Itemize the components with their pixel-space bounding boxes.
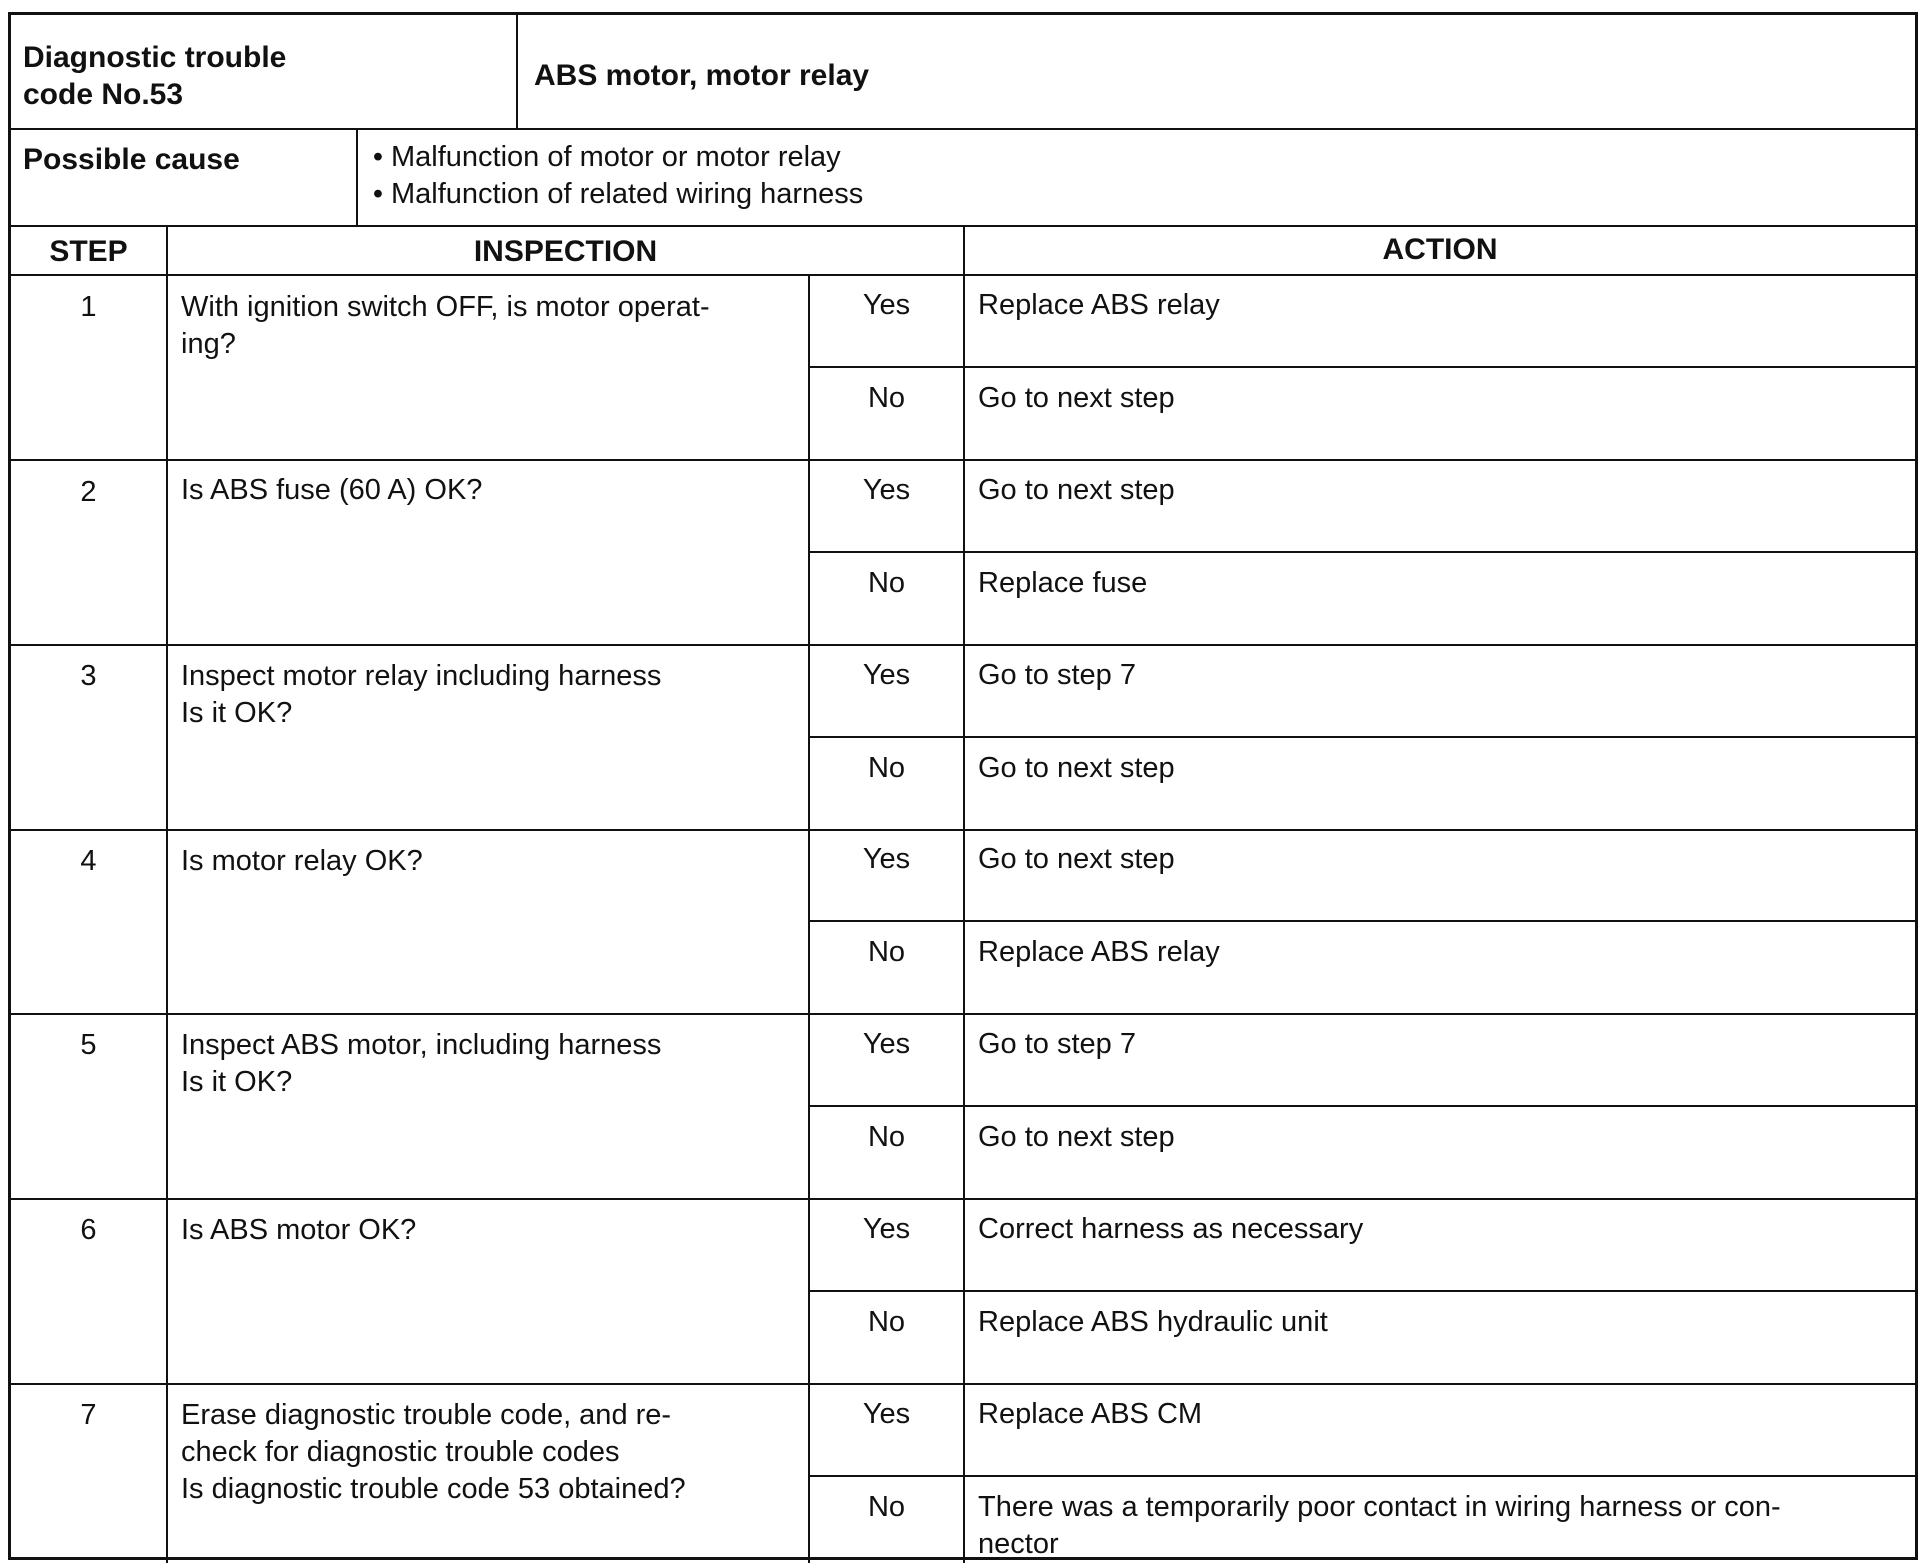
diagnostic-table — [8, 12, 1918, 1560]
possible-cause-item: • Malfunction of related wiring harness — [365, 176, 863, 213]
action-yes: Go to step 7 — [978, 1028, 1136, 1060]
answer-no: No — [867, 382, 906, 414]
answer-rule — [808, 736, 1915, 738]
answer-yes: Yes — [862, 659, 911, 691]
column-header-inspection: INSPECTION — [473, 235, 658, 268]
step-inspection: Inspect motor relay including harness Is it OK? — [181, 660, 662, 729]
action-no: Replace ABS relay — [978, 936, 1220, 968]
step-rule — [11, 644, 1915, 646]
step-rule — [11, 1013, 1915, 1015]
answer-yes: Yes — [862, 843, 911, 875]
answer-no: No — [867, 752, 906, 784]
step-number: 6 — [80, 1214, 97, 1246]
step-rule — [11, 1198, 1915, 1200]
action-yes: Replace ABS relay — [978, 289, 1220, 321]
answer-rule — [808, 551, 1915, 553]
header-rule — [11, 128, 1915, 130]
step-column-divider — [166, 225, 168, 1563]
step-number: 5 — [80, 1029, 97, 1061]
dtc-label: Diagnostic trouble code No.53 — [23, 41, 287, 111]
step-number: 2 — [80, 476, 97, 508]
action-yes: Correct harness as necessary — [978, 1213, 1364, 1245]
cause-divider — [356, 130, 358, 225]
step-inspection: Is motor relay OK? — [181, 845, 423, 877]
step-rule — [11, 1383, 1915, 1385]
action-no: Go to next step — [978, 382, 1175, 414]
answer-no: No — [867, 567, 906, 599]
action-no: There was a temporarily poor contact in wiring harness or con- nector — [978, 1491, 1781, 1560]
answer-yes: Yes — [862, 289, 911, 321]
step-number: 1 — [80, 291, 97, 323]
answer-rule — [808, 366, 1915, 368]
action-yes: Replace ABS CM — [978, 1398, 1203, 1430]
step-inspection: Erase diagnostic trouble code, and re- check for diagnostic trouble codes Is diagnostic trouble code 53 obtained? — [181, 1399, 686, 1505]
possible-cause-list — [365, 139, 863, 213]
answer-no: No — [867, 1306, 906, 1338]
action-no: Replace fuse — [978, 567, 1148, 599]
action-yes: Go to next step — [978, 843, 1175, 875]
action-no: Replace ABS hydraulic unit — [978, 1306, 1328, 1338]
answer-rule — [808, 1290, 1915, 1292]
answer-yes: Yes — [862, 1028, 911, 1060]
header-divider — [516, 15, 518, 128]
answer-column-divider — [808, 274, 810, 1563]
step-inspection: With ignition switch OFF, is motor operat- ing? — [181, 291, 710, 360]
step-rule — [11, 459, 1915, 461]
answer-no: No — [867, 1121, 906, 1153]
action-no: Go to next step — [978, 752, 1175, 784]
step-inspection: Is ABS motor OK? — [181, 1214, 417, 1246]
step-number: 3 — [80, 660, 97, 692]
possible-cause-item: • Malfunction of motor or motor relay — [365, 139, 863, 176]
action-yes: Go to step 7 — [978, 659, 1136, 691]
answer-yes: Yes — [862, 474, 911, 506]
dtc-title: ABS motor, motor relay — [534, 59, 870, 92]
step-inspection: Is ABS fuse (60 A) OK? — [181, 474, 483, 506]
possible-cause-label: Possible cause — [23, 143, 240, 176]
column-header-action: ACTION — [1382, 233, 1498, 266]
step-number: 7 — [80, 1399, 97, 1431]
step-rule — [11, 829, 1915, 831]
answer-rule — [808, 1105, 1915, 1107]
answer-yes: Yes — [862, 1213, 911, 1245]
answer-no: No — [867, 1491, 906, 1523]
answer-rule — [808, 1475, 1915, 1477]
step-inspection: Inspect ABS motor, including harness Is it OK? — [181, 1029, 662, 1098]
action-yes: Go to next step — [978, 474, 1175, 506]
answer-no: No — [867, 936, 906, 968]
action-no: Go to next step — [978, 1121, 1175, 1153]
answer-rule — [808, 920, 1915, 922]
column-header-step: STEP — [49, 235, 128, 268]
action-column-divider — [963, 225, 965, 1563]
answer-yes: Yes — [862, 1398, 911, 1430]
step-number: 4 — [80, 845, 97, 877]
